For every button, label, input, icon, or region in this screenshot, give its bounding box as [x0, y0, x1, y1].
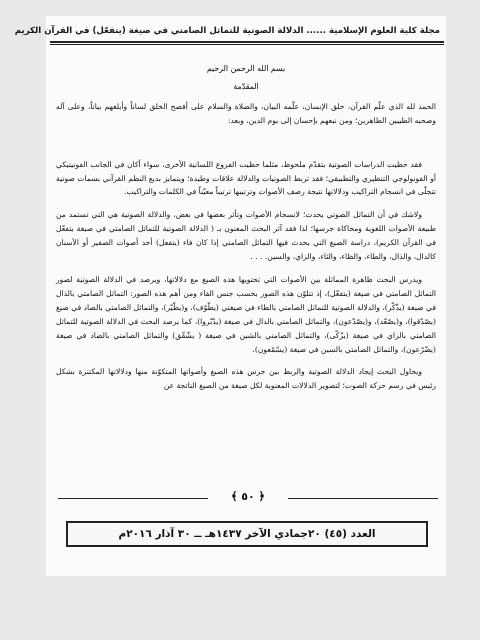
paragraph-3: ولاشك في أن التماثل الصوتي يحدث؛ لانسجام الأصوات وتأثر بعضها في بعض، والدلالة الصوتية هي التي تستمد من طبيعة الأصوات اللغوية ومحاكاة جرسها؛ لذا فقد آثر البحث المعنون بـ ( الدلالة الصوتية للتماثل الصامتي في صيغة يتفعّل في القرآن الكريم)، دراسة الصيغ التي يحدث فيها التماثل الصامتي إذا كان فاء (يتفعل) أحد أصوات الصفير أو الأسنان كالدال، والذال، والطاء، والظاء، والثاء، والزاي، والسين. . . . — [56, 210, 436, 262]
paragraph-5: ويحاول البحث إيجاد الدلالة الصوتية والربط بين جرس هذه الصيغ وأصواتها المتكوّنة منها ودلالاتها المكتنزة بشكل رئيس في رسم حركة الصوت؛ لتصوير الدلالات المعنوية لكل صيغة من الصيغ الناتجة عن — [56, 367, 436, 391]
paragraph-4: ويدرس البحث ظاهرة المماثلة بين الأصوات التي تحتويها هذه الصيغ مع دلالاتها، ويرصد في الدلالة الصوتية لصور التماثل الصامتي في صيغة (يتفعّل)، إذ تتلوّن هذه الصور بحسب جنس الفاء ومن أهم هذه الصور: التماثل الصامتي بالذال في صيغة (يذّكّر)، والدلالة الصوتية للتماثل الصامتي بالطاء في صيغتي (يطّوّف)، و(يطّيّر)، والتماثل الصامتي بالصاد في صيغ (يصّدّقوا)، و(يصّعّد)، و(يصّدّعون)، والتماثل الصامتي بالدال في صيغة (يدّبّروا)، كما يرصد البحث في الدلالة الصوتية للتماثل الصامتي بالزاي في صيغة (يزّكّى)، والتماثل الصامتي بالشين في صيغة ( يشّقّق) والتماثل الصامتي بالضاد في صيغة (يضّرّعون)، والتماثل الصامتي بالسين في صيغة (يسّمّعون). — [56, 274, 436, 354]
page-number: ﴿ ٥٠ ﴾ — [231, 490, 265, 503]
paragraph-1: الحمد لله الذي علّم القرآن، خلق الإنسان، علّمه البيان، والصلاة والسلام على أفصح الخلق لساناً وأبلغهم بياناً، وعلى آله وصحبه الطيبين الطاهرين؛ ومن تبعهم بإحسان إلى يوم الدين، وبعد: — [56, 101, 436, 125]
page-number-rule-right — [288, 498, 438, 499]
page-number-block — [58, 490, 438, 506]
section-heading: المقدّمة — [233, 81, 259, 91]
issue-label: العدد (٤٥) ٢٠جمادي الآخر ١٤٣٧هـ ــ ٣٠ آذار ٢٠١٦م — [118, 528, 376, 540]
page-number-rule-left — [58, 498, 208, 499]
basmala: بسم الله الرحمن الرحيم — [206, 64, 286, 73]
header-rule-thick — [50, 41, 444, 43]
journal-header: مجلة كلية العلوم الإسلامية ...... الدلالة الصوتية للتماثل الصامتي في صيغة (يتفعّل) في القرآن الكريم — [14, 26, 440, 36]
article-body — [56, 62, 436, 402]
header-rule-thin — [50, 44, 444, 45]
issue-footer — [66, 521, 428, 547]
paragraph-2: فقد حظيت الدراسات الصوتية بتقدّم ملحوظ، مثلما حظيت الفروع اللسانية الأخرى، سواء أكان في الجانب الفونيتيكي أو الفونولوجي التنظيري والتطبيقي؛ فقد تربط الصوتيات والدلالة علاقات وطيدة؛ ويتمايز بديع النظم القرآني بسمات صوتية تتجلّى في انسجام التراكيب ودلالاتها نتيجة رصف الأصوات وترتيبها ترتيباً معيّناً في الكلمات والتراكيب. — [56, 159, 436, 197]
